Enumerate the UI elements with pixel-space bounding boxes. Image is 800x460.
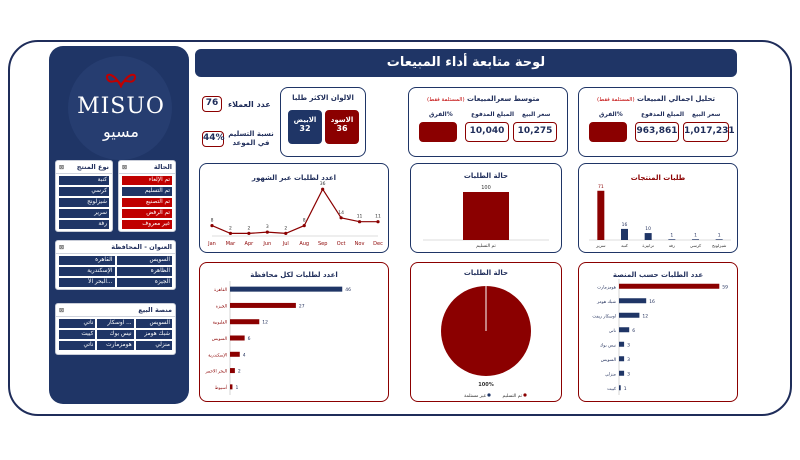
data-label: 36 — [319, 182, 326, 188]
tick-label: Mar — [225, 241, 236, 247]
slicer-item[interactable]: تم التسليم — [122, 187, 172, 196]
black-value: 36 — [336, 124, 348, 133]
tick-label: Jun — [263, 241, 272, 247]
delivery-label: نسبة التسليم في الموعد — [228, 130, 274, 147]
slicer-item[interactable]: القاهرة — [59, 256, 115, 265]
data-point — [210, 224, 213, 227]
bar-chart-platforms — [579, 263, 737, 401]
tick-label: السويس — [600, 357, 616, 363]
data-label: 12 — [262, 320, 269, 326]
tick-label: تم التسليم — [476, 244, 496, 249]
data-point — [284, 232, 287, 235]
black-label: الاسود — [330, 116, 354, 124]
tick-label: القليوبية — [212, 320, 227, 326]
slicer-status — [118, 160, 176, 232]
tick-label: شبك هومز — [596, 299, 616, 305]
avg-diff-label: الفرق% — [429, 111, 453, 118]
data-label: 59 — [722, 285, 729, 291]
customers-value: 76 — [202, 96, 222, 112]
tick-label: منزلي — [605, 372, 616, 378]
data-label: 1 — [623, 386, 627, 392]
legend-marker — [487, 393, 490, 396]
bar — [692, 239, 699, 240]
total-paid-value: 963,861 — [635, 122, 679, 142]
total-sale-label: سعر البيع — [692, 111, 721, 118]
tick-label: هومزمارت — [597, 285, 616, 291]
slicer-item[interactable]: تم التصنيع — [122, 198, 172, 207]
data-label: 8 — [210, 218, 214, 224]
data-label: 100% — [478, 382, 494, 388]
avg-sale-value: 10,275 — [513, 122, 557, 142]
slicer-item[interactable]: نيس بوك — [97, 330, 133, 339]
filter-clear-icon[interactable]: ⊠ — [59, 163, 65, 171]
tick-label: Aug — [299, 241, 310, 247]
data-label: 1 — [235, 385, 239, 391]
filter-clear-icon[interactable]: ⊠ — [59, 306, 65, 314]
slicer-item[interactable]: البحر الأ... — [59, 278, 115, 287]
tick-label: Jul — [282, 241, 289, 247]
slicer-item[interactable]: رفة — [59, 220, 109, 229]
tick-label: كرسي — [689, 243, 702, 248]
tick-label: سرير — [596, 243, 606, 248]
avg-price-tag: (المستلمة فقط) — [427, 97, 465, 103]
chart-title: اعدد لطلبات عبر الشهور — [251, 174, 337, 182]
tick-label: كييت — [607, 386, 616, 392]
slicer-item[interactable]: غير معروف — [122, 220, 172, 229]
kpi-average-price — [408, 87, 568, 157]
tick-label: كنبة — [621, 243, 628, 248]
bar-chart-products — [579, 164, 737, 252]
data-label: 11 — [375, 214, 381, 220]
slicer-item[interactable]: كنبة — [59, 176, 109, 185]
data-label: 2 — [247, 226, 251, 232]
logo-ornament-icon — [102, 66, 140, 88]
bar — [230, 384, 232, 389]
tick-label: نيس بوك — [599, 343, 616, 349]
legend-label: غير مستلمة — [464, 394, 486, 399]
bar — [463, 192, 509, 240]
data-label: 16 — [621, 222, 628, 228]
customers-label: عدد العملاء — [228, 100, 271, 109]
data-label: 10 — [645, 227, 652, 233]
data-point — [340, 216, 343, 219]
data-label: 2 — [229, 226, 232, 232]
tick-label: القاهرة — [214, 288, 227, 294]
data-point — [247, 232, 250, 235]
logo-latin: MISUO — [77, 94, 165, 119]
slicer-item[interactable]: الظاهرة — [117, 267, 173, 276]
tick-label: Nov — [354, 241, 365, 247]
chart-title: عدد الطلبات حسب المنصة — [612, 271, 704, 279]
line-chart-monthly — [200, 164, 388, 252]
slicer-item[interactable]: السويس — [136, 319, 172, 328]
total-tag: (المستلمة فقط) — [597, 97, 635, 103]
kpi-customers-delivery — [198, 87, 274, 157]
chart-card-regions — [199, 262, 389, 402]
data-point — [229, 232, 232, 235]
slicer-item[interactable]: تم الإلغاء — [122, 176, 172, 185]
tick-label: السويس — [211, 337, 227, 342]
logo — [62, 52, 180, 152]
total-diff-value: 5% — [589, 122, 627, 142]
slicer-product-title: نوع المنتج — [76, 163, 109, 171]
tick-label: اوسكار ريفت — [592, 314, 616, 320]
bar — [597, 191, 604, 240]
filter-clear-icon[interactable]: ⊠ — [59, 243, 65, 251]
chart-card-delivery-pie — [410, 262, 562, 402]
slicer-item[interactable]: هومزمارت — [97, 341, 133, 350]
avg-diff-value: 2% — [419, 122, 457, 142]
data-label: 2 — [237, 369, 241, 375]
chart-card-products — [578, 163, 738, 253]
bar — [619, 356, 624, 361]
tick-label: Sep — [317, 241, 328, 247]
slicer-item[interactable]: اوسكار ... — [97, 319, 133, 328]
avg-paid-label: المبلغ المدفوع — [471, 111, 515, 118]
white-color-box — [288, 110, 322, 144]
tick-label: البحر الاحمر — [205, 369, 227, 375]
bar — [230, 336, 245, 341]
black-color-box — [325, 110, 359, 144]
bar — [668, 239, 675, 240]
pie-chart-delivery — [411, 263, 561, 401]
data-label: 46 — [345, 288, 351, 294]
data-label: 71 — [597, 184, 604, 190]
slicer-platform — [55, 303, 176, 355]
data-label: 3 — [627, 343, 630, 349]
slicer-item[interactable]: ناتي — [59, 341, 95, 350]
data-label: 6 — [632, 328, 636, 334]
avg-sale-label: سعر البيع — [522, 111, 551, 118]
legend-marker — [523, 393, 526, 396]
tick-label: Oct — [336, 241, 346, 247]
slicer-item[interactable]: شيزلونج — [59, 198, 109, 207]
chart-card-status — [410, 163, 562, 253]
chart-card-platforms — [578, 262, 738, 402]
data-label: 11 — [356, 214, 363, 220]
avg-paid-value: 10,040 — [465, 122, 509, 142]
data-label: 12 — [642, 314, 649, 320]
tick-label: Jan — [208, 241, 216, 247]
data-point — [303, 224, 306, 227]
slicer-item[interactable]: تم الرفض — [122, 209, 172, 218]
bar — [619, 385, 621, 390]
total-paid-label: المبلغ المدفوع — [641, 111, 685, 118]
bar — [230, 368, 235, 373]
tick-label: شيزلونج — [711, 243, 727, 248]
data-label: 27 — [298, 304, 305, 310]
tick-label: Dec — [373, 241, 383, 247]
bar — [619, 284, 719, 289]
bar — [230, 287, 342, 292]
slicer-region-title: العنوان - المحافظة — [111, 243, 172, 251]
slicer-item[interactable]: ناتي — [59, 319, 95, 328]
bar — [619, 327, 629, 332]
data-label: 4 — [242, 353, 246, 359]
slicer-item[interactable]: شبك هومز — [136, 330, 172, 339]
data-point — [321, 188, 324, 191]
tick-label: رفة — [668, 243, 675, 248]
data-label: 16 — [649, 299, 655, 305]
bar — [619, 371, 624, 376]
bar — [619, 313, 639, 318]
slicer-product — [55, 160, 113, 232]
series-line — [212, 189, 378, 233]
data-label: 14 — [338, 210, 344, 216]
bar — [716, 239, 723, 240]
bar — [619, 342, 624, 347]
logo-arabic: مسيو — [103, 122, 139, 141]
data-label: 3 — [627, 372, 630, 378]
data-point — [358, 220, 361, 223]
slicer-status-title: الحالة — [153, 163, 172, 171]
filter-clear-icon[interactable]: ⊠ — [122, 163, 128, 171]
bar — [230, 303, 296, 308]
total-sale-value: 1,017,231 — [683, 122, 729, 142]
tick-label: ترابيزة — [642, 243, 654, 248]
data-label: 2 — [284, 226, 288, 232]
total-title: تحليل اجمالي المبيعات — [637, 95, 716, 103]
bar — [621, 229, 628, 240]
slicer-platform-title: منصة البيع — [138, 306, 172, 314]
chart-title: اعدد لطلبات لكل محافظة — [250, 271, 338, 279]
bar — [645, 233, 652, 240]
data-label: 1 — [717, 233, 721, 239]
total-diff-label: الفرق% — [599, 111, 623, 118]
chart-card-monthly — [199, 163, 389, 253]
tick-label: ناتي — [608, 328, 616, 334]
white-label: الابيض — [293, 116, 317, 124]
slicer-item[interactable]: السويس — [117, 256, 173, 265]
tick-label: أسيوط — [214, 385, 227, 391]
data-label: 3 — [265, 225, 269, 231]
data-point — [376, 220, 379, 223]
kpi-colors — [280, 87, 366, 157]
bar — [230, 352, 240, 357]
chart-title: حالة الطلبات — [463, 172, 509, 180]
slicer-item[interactable]: منزلي — [136, 341, 172, 350]
bar — [230, 319, 259, 324]
tick-label: الإسكندرية — [208, 353, 227, 359]
slicer-item[interactable]: سرير — [59, 209, 109, 218]
data-label: 3 — [627, 357, 630, 363]
data-label: 100 — [481, 185, 491, 191]
avg-price-title: متوسط سعرالمبيعات — [467, 95, 540, 103]
data-label: 1 — [694, 233, 697, 239]
slicer-item[interactable]: كرسي — [59, 187, 109, 196]
data-label: 6 — [247, 337, 251, 342]
tick-label: Apr — [244, 241, 254, 247]
slicer-item[interactable]: كييت — [59, 330, 95, 339]
colors-title: الالوان الاكثر طلبا — [292, 94, 354, 102]
chart-title: طلبات المنتجات — [630, 174, 686, 182]
data-point — [266, 231, 269, 234]
delivery-value: 44% — [202, 131, 224, 147]
slicer-item[interactable]: الإسكندرية — [59, 267, 115, 276]
tick-label: الجيزة — [215, 304, 227, 310]
legend-label: تم التسليم — [502, 394, 522, 399]
slicer-region — [55, 240, 176, 290]
data-label: 8 — [302, 218, 306, 224]
white-value: 32 — [299, 124, 311, 133]
data-label: 1 — [670, 233, 674, 239]
slicer-item[interactable]: الجيزة — [117, 278, 173, 287]
page-title: لوحة متابعة أداء المبيعات — [195, 49, 737, 77]
kpi-total-sales — [578, 87, 738, 157]
bar-chart-regions — [200, 263, 388, 401]
chart-title: حالة الطلبات — [463, 269, 509, 277]
bar-chart-status — [411, 164, 561, 252]
bar — [619, 298, 646, 303]
